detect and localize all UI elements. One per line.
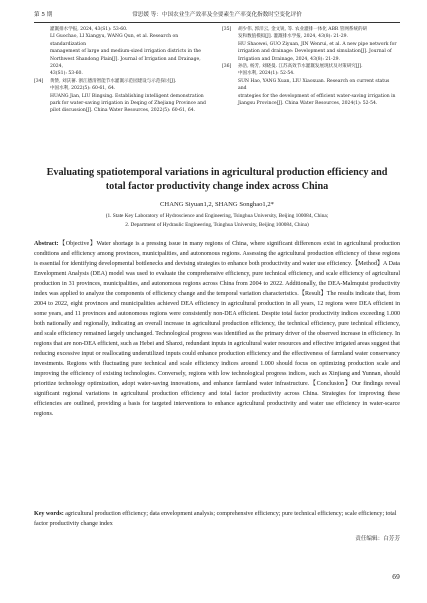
- running-title: 常思媛 等：中国农业生产效率及全要素生产率变化指数时空变化评价: [132, 12, 302, 18]
- reference-line: 孙浩, 杨芳, 刘晓曼. 江苏高效节水灌溉发展现状及对策研究[J].: [238, 64, 363, 70]
- reference-number: [34]: [34, 78, 44, 84]
- issue-label: 第 5 期: [34, 12, 53, 18]
- reference-entry: [222, 26, 397, 63]
- reference-line: 中国水利, 2022(5): 60-61, 64.: [50, 86, 116, 92]
- abstract: [34, 239, 400, 419]
- reference-line: 43(S1): 53-60.: [50, 71, 83, 77]
- reference-entry: [34, 26, 209, 78]
- keywords-label: Key words:: [34, 511, 64, 517]
- reference-entry: [222, 63, 397, 107]
- objective-tag: 【Objective】: [58, 241, 97, 247]
- reference-line: Irrigation and Drainage, 2024, 43(8): 21-29.: [238, 56, 340, 62]
- method-text: A Data Envelopment Analysis (DEA) model was used to evaluate the comprehensive efficiency, pure technical efficiency, and scale efficiency of agricultural production in 31 provinces, municipalities, and autonomous regions across China from 2004 to 2022. Additionally, the DEA-Malmquist productivity index was applied to analyze the components of efficiency change and the temporal variation characteristics.: [34, 261, 400, 297]
- keywords-text: agricultural production efficiency; data envelopment analysis; comprehensive efficiency; pure technical efficiency; scale efficiency; total factor productivity change index: [34, 511, 397, 527]
- reference-line: HUANG Jian, LIU Bingsing. Establishing intelligent demonstration: [50, 93, 204, 99]
- reference-line: 灌溉排水学报, 2024, 43(S1): 53-60.: [50, 27, 128, 32]
- reference-line: HU Shaowei, GUO Ziyuan, JIN Wenrui, et al. A new pipe network for: [238, 41, 397, 47]
- reference-line: Northwest Shandong Plain[J]. Journal of Irrigation and Drainage, 2024,: [50, 56, 201, 70]
- reference-line: strategies for the development of efficient water-saving irrigation in: [238, 93, 396, 99]
- reference-number: [34, 26, 50, 78]
- affiliation-line: 2. Department of Hydraulic Engineering, Tsinghua University, Beijing 100084, China): [125, 222, 309, 228]
- paper-title: [34, 166, 400, 194]
- references-right-column: [222, 26, 397, 107]
- reference-line: Jiangsu Province[J]. China Water Resources, 2024(1): 52-54.: [238, 101, 378, 107]
- reference-line: SUN Hao, YANG Xuan, LIU Xiaoxuan. Research on current status and: [238, 78, 390, 92]
- page-number: 69: [392, 574, 400, 581]
- reference-line: 中国水利, 2024(1): 52-54.: [238, 71, 295, 77]
- reference-line: LI Guochao, LI Xiangyu, WANG Qun, et al. Research on standardization: [50, 34, 179, 47]
- keywords: [34, 509, 400, 529]
- reference-line: park for water-saving irrigation in Deqing of Zhejiang Province and: [50, 101, 206, 107]
- author-list: CHANG Siyuan1,2, SHANG Songhao1,2*: [160, 201, 274, 208]
- reference-number: [36]: [222, 64, 232, 70]
- reference-line: 胡少伟, 郭洋云, 金文锐, 等. 农业灌排一体化 ABR 管网系统的研: [238, 27, 368, 32]
- method-tag: 【Method】: [352, 261, 384, 267]
- reference-line: 黄赞, 刘沃蕃. 浙江德清智能节水灌溉示范园建设与示范探讨[J].: [50, 78, 177, 84]
- reference-entry: [34, 78, 209, 115]
- reference-line: 发和数值模拟[J]. 灌溉排水学报, 2024, 43(8): 21-29.: [238, 34, 348, 40]
- conclusion-tag: 【Conclusion】: [309, 381, 352, 387]
- reference-line: pilot discussion[J]. China Water Resources, 2022(5): 60-61, 64.: [50, 108, 196, 114]
- references-section: [34, 26, 400, 164]
- reference-line: management of large and medium-sized irrigation districts in the: [50, 49, 201, 55]
- objective-text: Water shortage is a pressing issue in many regions of China, where significant differences exist in agricultural production conditions and efficiency among provinces, municipalities, and autonomous regions. Assessing the agricultural production efficiency of these regions is essential for identifying developmental bottlenecks and devising strategies to enhance both productivity and water use efficiency.: [34, 241, 400, 267]
- affiliations: [34, 212, 400, 230]
- result-text: The results indicate that, from 2004 to 2022, eight provinces and municipalities achieved DEA efficiency in agricultural production in all years, 12 regions were DEA efficient in some years, and 11 provinces and autonomous regions were consistently non-DEA efficient. Despite total factor productivity indices exceeding 1.000 both nationally and regionally, indicating an overall increase in agricultural production efficiency, the technical efficiency, pure technical efficiency, and scale efficiency remained largely unchanged. Technological progress was identified as the primary driver of the observed increase in efficiency. In regions that are non-DEA efficient, such as Hebei and Shanxi, redundant inputs in agricultural water resources and effective irrigated areas suggest that reducing excessive input or reallocating underutilized inputs could enhance production efficiency and the effectiveness of farmland water conservancy investments. Regions with fluctuating pure technical and scale efficiency indices around 1.000 should focus on optimizing production scale and improving the efficiency of existing technologies. Conversely, regions with low technological progress indices, such as Xinjiang and Yunnan, should prioritize technology optimization, adopt water-saving innovations, and enhance farmland water infrastructure.: [34, 291, 400, 387]
- references-left-column: [34, 26, 209, 115]
- conclusion-text: Our findings reveal significant regional variations in agricultural production efficiency and total factor productivity across China. Strategies for improving these efficiencies are outlined, providing a basis for targeted interventions to enhance agricultural productivity and water use efficiency in water-scarce regions.: [34, 381, 400, 417]
- abstract-label: Abstract:: [34, 241, 59, 247]
- title-line: total factor productivity change index across China: [105, 181, 329, 192]
- responsible-editor: 责任编辑：白芳芳: [355, 536, 400, 542]
- title-line: Evaluating spatiotemporal variations in agricultural production efficiency and: [46, 167, 388, 178]
- page-header: [34, 6, 400, 23]
- reference-number: [35]: [222, 27, 232, 32]
- affiliation-line: (1. State Key Laboratory of Hydroscience and Engineering, Tsinghua University, Beijing 100084, China;: [105, 213, 329, 219]
- reference-line: irrigation and drainage: Development and simulation[J]. Journal of: [238, 49, 392, 55]
- result-tag: 【Result】: [298, 291, 327, 297]
